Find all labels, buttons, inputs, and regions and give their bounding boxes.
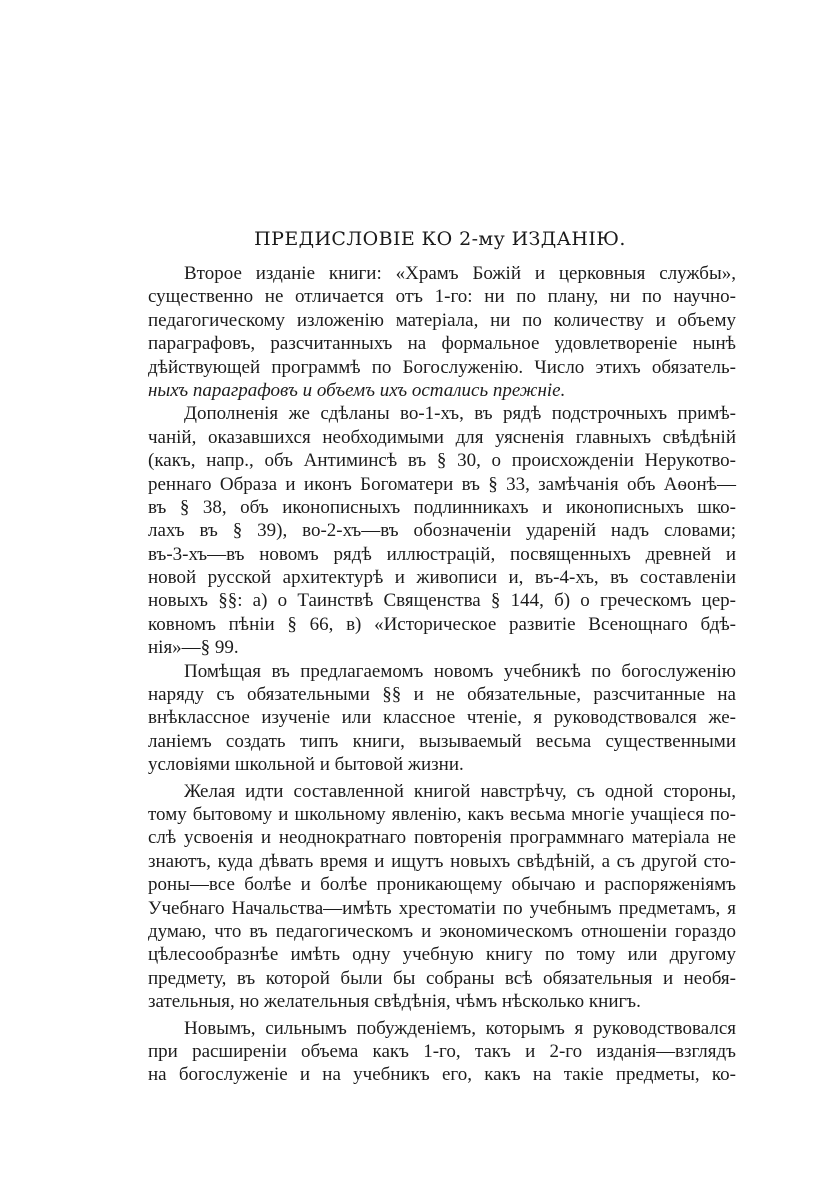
paragraph-2 [148,402,736,659]
paragraph-3 [148,660,736,777]
text-line: предмету, въ которой были бы собраны всѣ обязательныя и необя- [148,967,736,989]
text-line: (какъ, напр., объ Антиминсѣ въ § 30, о происхожденіи Нерукотво- [148,450,736,472]
text-line: Учебнаго Начальства—имѣть хрестоматіи по учебнымъ предметамъ, я [148,897,736,919]
text-line: наряду съ обязательными §§ и не обязательные, разсчитанные на [148,684,736,706]
page-title: ПРЕДИСЛОВІЕ КО 2-му ИЗДАНІЮ. [254,228,626,250]
text-line: Дополненія же сдѣланы во-1-хъ, въ рядѣ подстрочныхъ примѣ- [184,403,736,425]
text-line: знаютъ, куда дѣвать время и ищутъ новыхъ свѣдѣній, а съ другой сто- [148,850,736,872]
text-line: зательныя, но желательныя свѣдѣнія, чѣмъ нѣсколько книгъ. [148,991,641,1013]
text-line: думаю, что въ педагогическомъ и экономическомъ отношеніи гораздо [148,920,736,942]
body-text [148,262,736,1087]
text-line: въ § 38, объ иконописныхъ подлинникахъ и иконописныхъ шко- [148,496,736,518]
text-line: на богослуженіе и на учебникъ его, какъ на такіе предметы, ко- [148,1064,736,1086]
text-line: ныхъ параграфовъ и объемъ ихъ остались прежніе. [148,379,566,401]
text-line: Желая идти составленной книгой навстрѣчу, съ одной стороны, [184,780,736,802]
text-line: въ-3-хъ—въ новомъ рядѣ иллюстрацій, посвященныхъ древней и [148,543,736,565]
text-line: Второе изданіе книги: «Храмъ Божій и церковныя службы», [184,263,736,284]
text-line: лахъ въ § 39), во-2-хъ—въ обозначеніи удареній надъ словами; [148,520,736,542]
text-line: чаній, оказавшихся необходимыми для уясненія главныхъ свѣдѣній [148,426,736,448]
text-line: цѣлесообразнѣе имѣть одну учебную книгу по тому или другому [148,944,736,966]
text-line: слѣ усвоенія и неоднократнаго повторенія программнаго матеріала не [148,827,736,849]
text-line: Новымъ, сильнымъ побужденіемъ, которымъ я руководствовался [184,1017,736,1039]
text-line: существенно не отличается отъ 1-го: ни по плану, ни по научно- [148,286,736,308]
text-line: ланіемъ создать типъ книги, вызываемый весьма существенными [148,730,736,752]
text-line: реннаго Образа и иконъ Богоматери въ § 33, замѣчанія объ Аѳонѣ— [148,473,736,495]
text-line: дѣйствующей программѣ по Богослуженію. Число этихъ обязатель- [148,356,736,378]
text-line: нія»—§ 99. [148,637,239,659]
paragraph-5 [148,1017,736,1087]
text-line: роны—все болѣе и болѣе проникающему обычаю и распоряженіямъ [148,874,736,896]
paragraph-4 [148,780,736,1014]
text-line: новой русской архитектурѣ и живописи и, въ-4-хъ, въ составленіи [148,567,736,589]
text-line: внѣклассное изученіе или классное чтеніе, я руководствовался же- [148,707,736,729]
text-line: тому бытовому и школьному явленію, какъ весьма многіе учащіеся по- [148,803,736,825]
text-line: педагогическому изложенію матеріала, ни по количеству и объему [148,309,736,331]
text-line: условіями школьной и бытовой жизни. [148,754,464,776]
text-line: ковномъ пѣніи § 66, в) «Историческое развитіе Всенощнаго бдѣ- [148,613,736,635]
text-line: Помѣщая въ предлагаемомъ новомъ учебникѣ по богослуженію [184,660,736,682]
paragraph-1 [148,262,736,402]
text-line: при расширеніи объема какъ 1-го, такъ и 2-го изданія—взглядъ [148,1040,736,1062]
text-line: новыхъ §§: а) о Таинствѣ Священства § 144, б) о греческомъ цер- [148,590,736,612]
text-line: параграфовъ, разсчитанныхъ на формальное удовлетвореніе нынѣ [148,333,736,355]
